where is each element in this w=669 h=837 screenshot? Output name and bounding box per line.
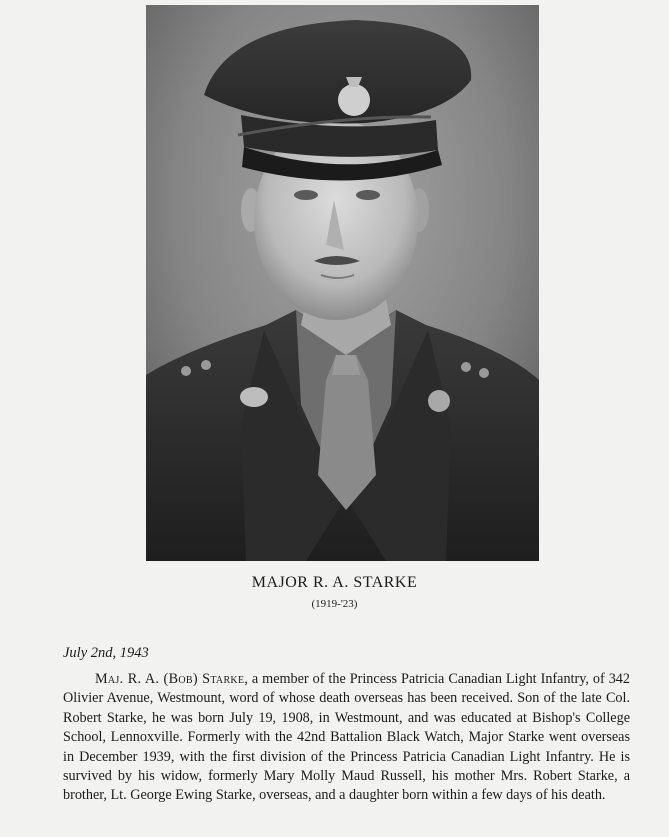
- article-body-text: , a member of the Princess Patricia Canadian Light Infantry, of 342 Olivier Avenue, Westmount, word of whose death overseas has been received. Son of the late Col. Robert Starke, he was born July 19, 1908, in Westmount, and was educated at Bishop's College School, Lennoxville. Formerly with the 42nd Battalion Black Watch, Major Starke went overseas in December 1939, with the first division of the Princess Patricia Canadian Light Infantry. He is survived by his widow, formerly Mary Molly Maud Russell, his mother Mrs. Robert Starke, a brother, Lt. George Ewing Starke, overseas, and a daughter born within a few days of his death.: [63, 671, 630, 804]
- portrait-drawing: [146, 5, 539, 561]
- portrait-photo: [146, 5, 539, 561]
- portrait-caption-name: MAJOR R. A. STARKE: [251, 574, 418, 591]
- article-date: July 2nd, 1943: [63, 645, 149, 661]
- article-body: [63, 670, 630, 806]
- portrait-caption-years: (1919-'23): [311, 598, 358, 610]
- article-lead-name: Maj. R. A. (Bob) Starke: [95, 671, 245, 687]
